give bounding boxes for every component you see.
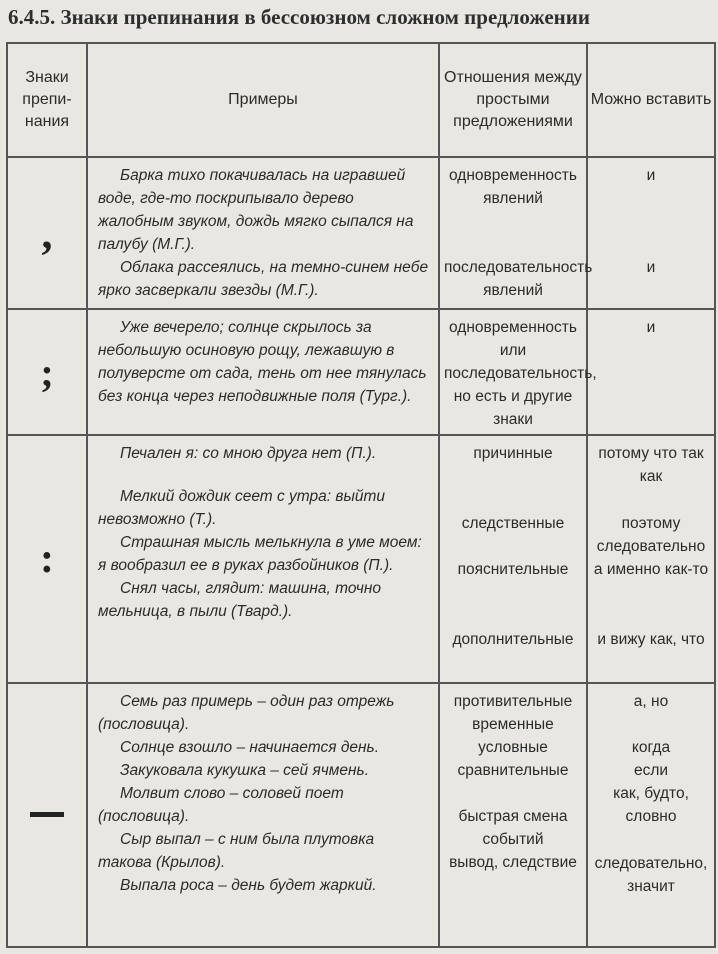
example-text: Печален я: со мною друга нет (П.).	[120, 445, 377, 462]
insert-text: и	[646, 167, 656, 184]
header-insert: Можно вставить	[587, 43, 715, 157]
relations-cell	[439, 683, 587, 947]
insert-text: и	[646, 319, 656, 336]
insert-text: потому что так как	[598, 445, 704, 485]
insert-text: следовательно, значит	[594, 855, 708, 895]
insert-cell	[587, 309, 715, 435]
examples-cell	[87, 157, 439, 309]
relation-text: пояснительные	[457, 561, 569, 578]
section-title: 6.4.5. Знаки препинания в бессоюзном сложном предложении	[8, 5, 590, 29]
example-text: Уже вечерело; солнце скрылось за небольшую осиновую рощу, лежавшую в полуверсте от сада, тень от нее тянулась без конца через неподвижные поля (Тург.).	[98, 319, 427, 405]
dash-sign	[30, 812, 64, 817]
insert-text: как, будто, словно	[613, 785, 689, 825]
relation-text: противительные	[453, 693, 573, 710]
relation-text: одновременность или последовательность, но есть и другие знаки	[444, 319, 597, 428]
relations-cell	[439, 309, 597, 435]
header-row	[7, 43, 715, 157]
example-text: Закуковала кукушка – сей ячмень.	[120, 762, 370, 779]
insert-cell	[587, 157, 715, 309]
insert-cell	[587, 435, 715, 683]
header-sign: Знаки препи-нания	[7, 43, 87, 157]
insert-text: поэтому следовательно	[596, 515, 706, 555]
relation-text: вывод, следствие	[449, 854, 577, 871]
relation-text: сравнительные	[457, 762, 569, 779]
example-text: Молвит слово – соловей поет (пословица).	[98, 785, 344, 825]
comma-sign: ,	[7, 157, 87, 309]
example-text: Снял часы, глядит: машина, точно мельница, в пыли (Твард.).	[98, 580, 381, 620]
insert-text: и вижу как, что	[597, 631, 705, 648]
relation-text: быстрая смена событий	[458, 808, 568, 848]
insert-text: и	[646, 259, 656, 276]
punctuation-table	[6, 42, 716, 948]
example-text: Сыр выпал – с ним была плутовка такова (Крылов).	[98, 831, 375, 871]
example-text: Барка тихо покачивалась на игравшей воде, где-то поскрипывало дерево жалобным звуком, дождь мягко сыпался на палубу (М.Г.).	[98, 167, 414, 253]
relation-text: дополнительные	[452, 631, 574, 648]
relation-text: следственные	[461, 515, 565, 532]
insert-cell	[587, 683, 715, 947]
example-text: Страшная мысль мелькнула в уме моем: я вообразил ее в руках разбойников (П.).	[98, 534, 422, 574]
example-text: Выпала роса – день будет жаркий.	[120, 877, 377, 894]
insert-text: если	[633, 762, 669, 779]
examples-cell	[87, 683, 439, 947]
semicolon-sign: ;	[7, 309, 87, 435]
example-text: Семь раз примерь – один раз отрежь (пословица).	[98, 693, 395, 733]
relation-text: временные	[472, 716, 554, 733]
table-row-semicolon	[7, 309, 715, 435]
example-text: Солнце взошло – начинается день.	[120, 739, 379, 756]
example-text: Облака рассеялись, на темно-синем небе ярко засверкали звезды (М.Г.).	[98, 259, 429, 299]
examples-cell	[87, 309, 439, 435]
relation-text: одновременность явлений	[449, 167, 577, 207]
insert-text: а, но	[633, 693, 669, 710]
insert-text: когда	[631, 739, 671, 756]
table-row-dash	[7, 683, 715, 947]
relations-cell	[439, 435, 587, 683]
relation-text: последовательность явлений	[444, 259, 593, 299]
insert-text: а именно как-то	[593, 561, 709, 578]
colon-sign: :	[7, 435, 87, 683]
table-row-colon	[7, 435, 715, 683]
relations-cell	[439, 157, 593, 309]
relation-text: условные	[478, 739, 548, 756]
header-examples: Примеры	[87, 43, 439, 157]
header-relations: Отношения между простыми предложениями	[439, 43, 587, 157]
table-row-comma	[7, 157, 715, 309]
example-text: Мелкий дождик сеет с утра: выйти невозможно (Т.).	[98, 488, 386, 528]
dash-sign-cell	[7, 683, 87, 947]
examples-cell	[87, 435, 439, 683]
relation-text: причинные	[473, 445, 553, 462]
